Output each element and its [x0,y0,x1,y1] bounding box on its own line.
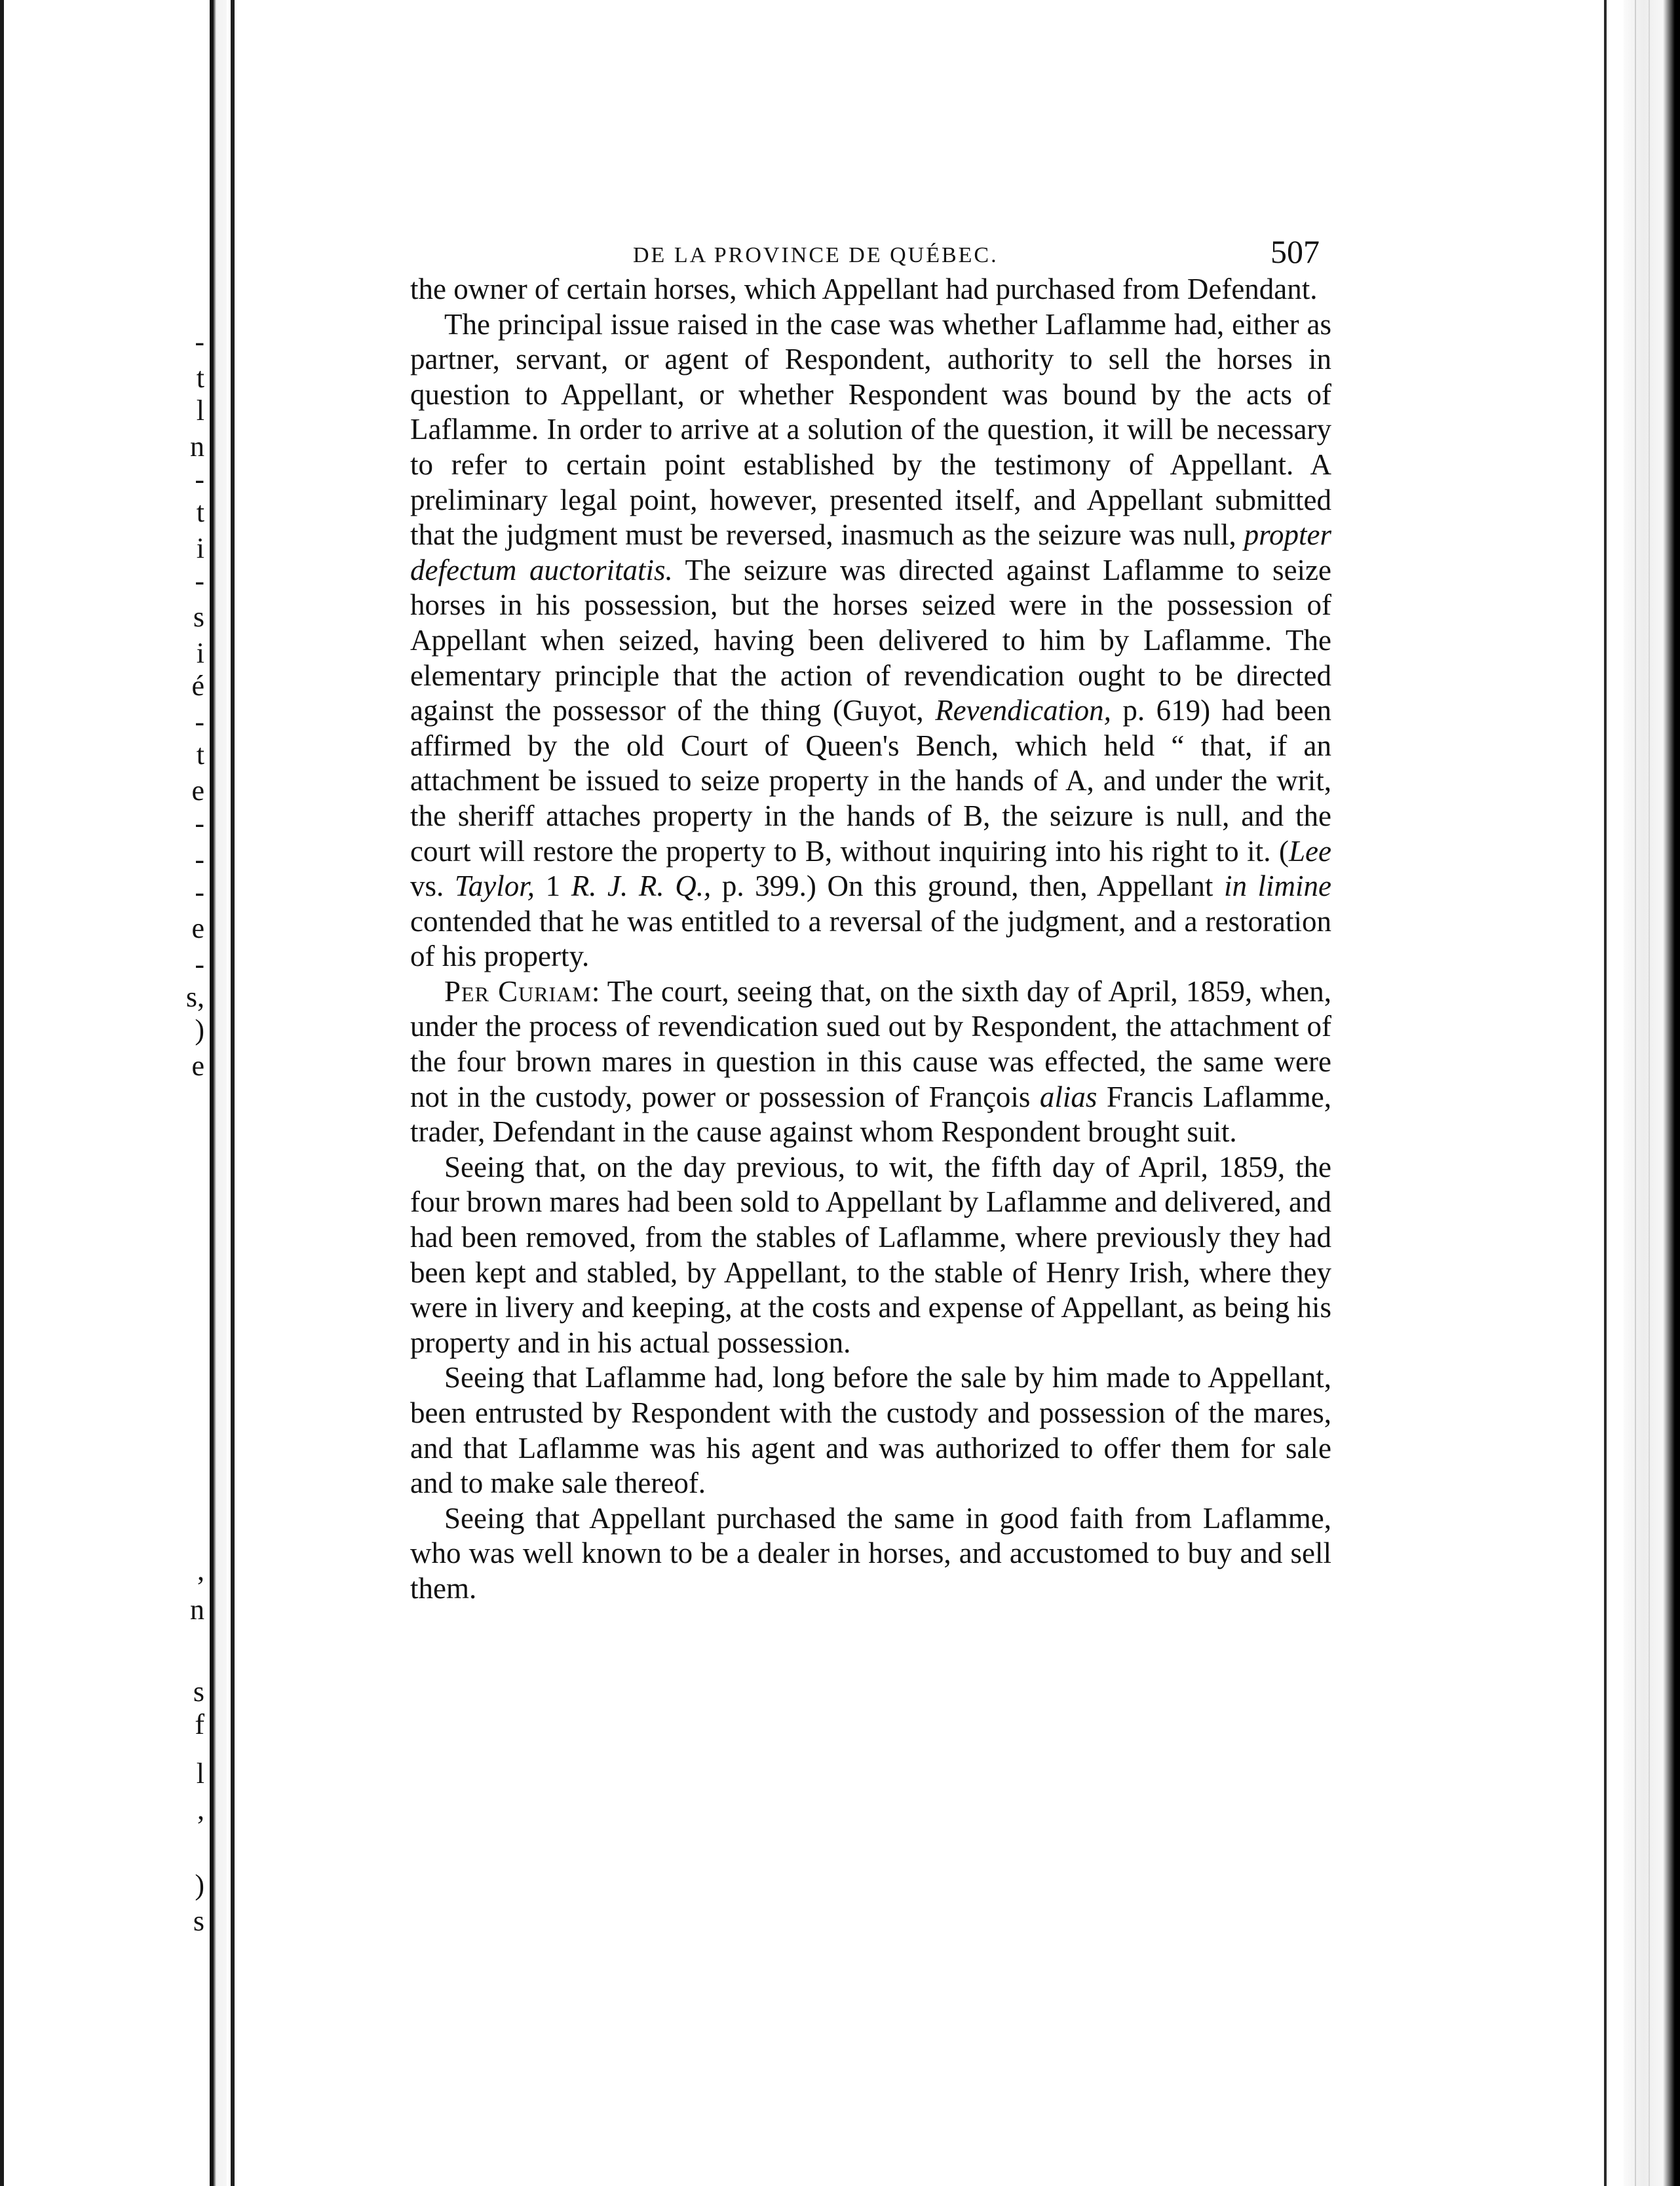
text-run: the owner of certain horses, which Appellant had purchased from Defendant. [410,273,1318,305]
fragment-character: - [195,326,204,358]
text-run: vs. [410,870,455,903]
text-run: The principal issue raised in the case was whether Laflamme had, either as partner, servant, or agent of Respondent, authority to sell the horses in question to Appellant, or whether Respondent was bound by the acts of Laflamme. In order to arrive at a solution of the question, it will be necessary to refer to certain point established by the testimony of Appellant. A preliminary legal point, however, presented itself, and Appellant submitted that the judgment must be reversed, inasmuch as the seizure was null, [410,307,1331,552]
running-title: DE LA PROVINCE DE QUÉBEC. [633,243,999,267]
fragment-character: - [195,807,204,839]
page-stack-edge [1624,0,1680,2186]
italic-run: alias [1039,1080,1098,1113]
text-run: : The court, seeing that, on the sixth day of April, 1859, when, under the process of revendication sued out by Respondent, the attachment of the four brown mares in question in this cause was effected, the same were not in the custody, power or possession of François [410,974,1331,1113]
left-page-fragment [4,0,216,2186]
book-gutter [210,0,227,2186]
italic-run: Lee [1289,834,1331,868]
italic-run: R. J. R. Q., [571,870,712,903]
italic-run: propter defectum auctoritatis. [410,518,1331,586]
fragment-character: - [195,948,204,980]
fragment-character: l [196,394,204,427]
fragment-character: ) [195,1014,204,1046]
italic-run: Taylor, [454,870,535,903]
fragment-character: n [190,431,204,463]
fragment-character: é [191,670,204,702]
fragment-character: t [196,496,204,528]
fragment-character: - [195,706,204,738]
page-right-border [1604,0,1607,2186]
text-run: p. 399.) On this ground, then, Appellant [711,870,1224,903]
fragment-character: , [197,1554,204,1586]
text-run: 1 [535,870,571,903]
fragment-character: - [195,463,204,495]
fragment-character: s [193,601,204,633]
page-left-border [231,0,235,2186]
fragment-character: e [191,912,204,944]
page-stack-line [1649,0,1650,2186]
page-stack-line [1635,0,1636,2186]
fragment-character: t [196,738,204,771]
small-caps-run: Per Curiam [444,974,592,1008]
fragment-character: t [196,362,204,394]
text-run: The seizure was directed against Laflamme to seize horses in his possession, but the horses seized were in the possession of Appellant when seized, having been delivered to him by Laflamme. The elementary principle that the action of revendication ought to be directed against the possessor of the thing (Guyot, [410,553,1331,727]
fragment-character: e [191,775,204,807]
body-text [410,272,1331,1607]
fragment-character: s [193,1905,204,1937]
paragraph [410,272,1331,307]
italic-run: in limine [1223,870,1332,903]
text-run: Seeing that Laflamme had, long before the sale by him made to Appellant, been entrusted by Respondent with the custody and possession of the mares, and that Laflamme was his agent and was authorized to offer them for sale and to make sale thereof. [410,1361,1331,1500]
fragment-character: - [195,565,204,597]
fragment-character: ) [195,1869,204,1901]
text-run: contended that he was entitled to a reversal of the judgment, and a restoration of his property. [410,904,1331,973]
fragment-character: , [197,1793,204,1826]
paragraph [410,307,1331,974]
running-head [410,233,1331,272]
fragment-character: f [195,1708,204,1740]
fragment-character: s, [185,981,204,1013]
fragment-character: - [195,876,204,908]
text-run: Seeing that Appellant purchased the same in good faith from Laflamme, who was well known to be a dealer in horses, and accustomed to buy and sell them. [410,1501,1331,1605]
page-number: 507 [1270,233,1320,270]
paragraph [410,1501,1331,1607]
fragment-character: n [190,1594,204,1626]
left-page-letters [4,0,214,2186]
text-run: Seeing that, on the day previous, to wit, the fifth day of April, 1859, the four brown mares had been sold to Appellant by Laflamme and delivered, and had been removed, from the stables of Laflamme, where previously they had been kept and stabled, by Appellant, to the stable of Henry Irish, where they were in livery and keeping, at the costs and expense of Appellant, as being his property and in his actual possession. [410,1150,1331,1359]
paragraph [410,974,1331,1150]
fragment-character: i [196,532,204,564]
paragraph [410,1150,1331,1361]
fragment-character: l [196,1757,204,1790]
paragraph [410,1360,1331,1501]
italic-run: Revendication, [935,694,1111,727]
text-block [410,233,1331,1607]
text-run: Francis Laflamme, trader, Defendant in the cause against whom Respondent brought suit. [410,1080,1331,1149]
fragment-character: e [191,1050,204,1082]
fragment-character: s [193,1676,204,1708]
text-run: p. 619) had been affirmed by the old Court of Queen's Bench, which held “ that, if an attachment be issued to seize property in the hands of A, and under the writ, the sheriff attaches property in the hands of B, the seizure is null, and the court will restore the property to B, without inquiring into his right to it. ( [410,694,1331,868]
fragment-character: - [195,843,204,875]
fragment-character: i [196,637,204,669]
